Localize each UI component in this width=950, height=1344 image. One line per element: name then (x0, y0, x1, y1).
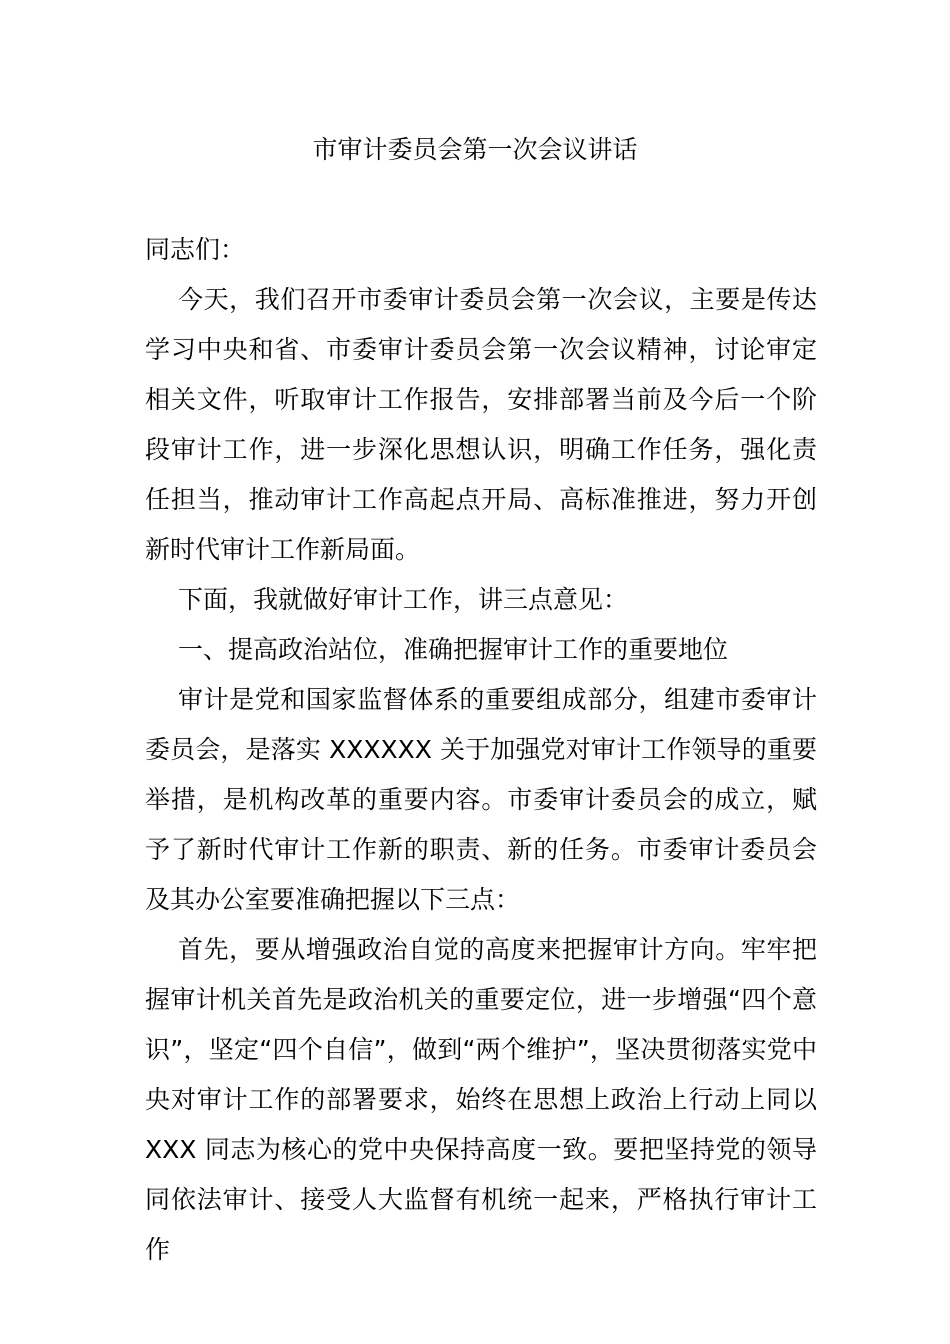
intro-paragraph: 下面，我就做好审计工作，讲三点意见： (178, 585, 629, 614)
document-title: 市审计委员会第一次会议讲话 (312, 135, 638, 164)
section-heading-1: 一、提高政治站位，准确把握审计工作的重要地位 (178, 635, 729, 664)
body-paragraph: 首先，要从增强政治自觉的高度来把握审计方向。牢牢把握审计机关首先是政治机关的重要定位，进一步增强“四个意识”，坚定“四个自信”，做到“两个维护”，坚决贯彻落实党中央对审计工作的部署要求，始终在思想上政治上行动上同以 XXX 同志为核心的党中央保持高度一致。要把坚持党的领导同依法审计、接受人大监督有机统一起来，严格执行审计工作 (145, 935, 817, 1264)
document-body (145, 225, 817, 1275)
salutation-paragraph: 同志们： (145, 235, 246, 264)
body-paragraph: 审计是党和国家监督体系的重要组成部分，组建市委审计委员会，是落实 XXXXXX 关于加强党对审计工作领导的重要举措，是机构改革的重要内容。市委审计委员会的成立，赋予了新时代审计工作新的职责、新的任务。市委审计委员会及其办公室要准确把握以下三点： (145, 685, 817, 914)
opening-paragraph: 今天，我们召开市委审计委员会第一次会议，主要是传达学习中央和省、市委审计委员会第一次会议精神，讨论审定相关文件，听取审计工作报告，安排部署当前及今后一个阶段审计工作，进一步深化思想认识，明确工作任务，强化责任担当，推动审计工作高起点开局、高标准推进，努力开创新时代审计工作新局面。 (145, 285, 817, 564)
